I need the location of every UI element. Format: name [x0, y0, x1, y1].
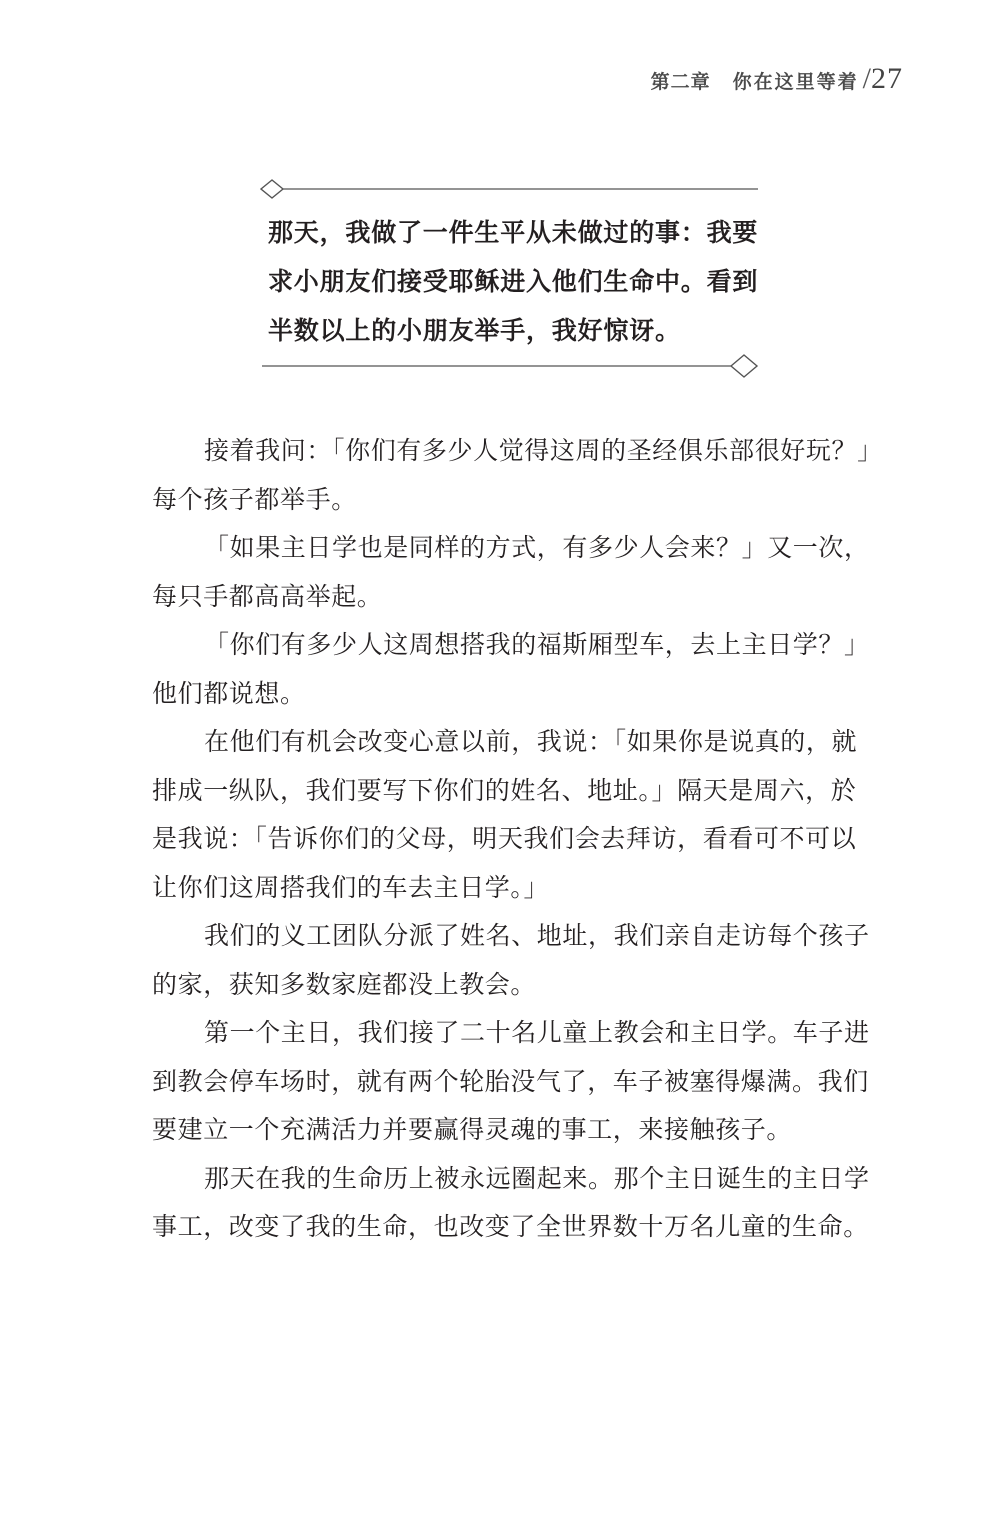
running-header — [651, 62, 903, 96]
paragraph — [152, 1155, 892, 1252]
top-rule — [261, 180, 758, 198]
text-line: 要建立一个充满活力并要赢得灵魂的事工，来接触孩子。 — [152, 1115, 793, 1144]
text-line: 事工，改变了我的生命，也改变了全世界数十万名儿童的生命。 — [152, 1212, 869, 1241]
text-line: 那天在我的生命历上被永远圈起来。那个主日诞生的主日学 — [204, 1163, 870, 1193]
diamond-ornament-icon — [261, 180, 283, 198]
text-line: 让你们这周搭我们的车去主日学。」 — [152, 872, 550, 902]
paragraph — [152, 427, 892, 524]
bottom-rule — [262, 355, 757, 377]
paragraph — [152, 524, 892, 621]
text-line: 「你们有多少人这周想搭我的福斯厢型车，去上主日学？」 — [204, 630, 870, 659]
text-line: 每只手都高高举起。 — [152, 581, 383, 611]
text-line: 接着我问：「你们有多少人觉得这周的圣经俱乐部很好玩？」 — [204, 436, 883, 465]
chapter-label: 第二章 — [650, 71, 711, 93]
pull-quote-line: 那天，我做了一件生平从未做过的事：我要 — [268, 218, 759, 247]
text-line: 排成一纵队，我们要写下你们的姓名、地址。」隔天是周六，於 — [152, 775, 857, 805]
pull-quote-line: 半数以上的小朋友举手，我好惊讶。 — [268, 316, 681, 345]
paragraph — [152, 912, 892, 1009]
pull-quote — [260, 178, 760, 382]
text-line: 「如果主日学也是同样的方式，有多少人会来？」又一次， — [204, 533, 870, 562]
page-number: 27 — [871, 62, 903, 95]
text-line: 是我说：「告诉你们的父母，明天我们会去拜访，看看可不可以 — [152, 824, 857, 853]
body-text — [152, 427, 892, 1252]
paragraph — [152, 621, 892, 718]
paragraph — [152, 718, 892, 912]
text-line: 我们的义工团队分派了姓名、地址，我们亲自走访每个孩子 — [204, 921, 870, 950]
text-line: 的家，获知多数家庭都没上教会。 — [152, 969, 537, 999]
chapter-title: 你在这里等着 — [732, 71, 859, 93]
diamond-ornament-icon — [731, 355, 757, 377]
pull-quote-line: 求小朋友们接受耶稣进入他们生命中。看到 — [268, 267, 759, 296]
pull-quote-text — [268, 208, 768, 355]
text-line: 他们都说想。 — [152, 678, 306, 708]
text-line: 在他们有机会改变心意以前，我说：「如果你是说真的，就 — [204, 727, 858, 756]
header-separator: / — [862, 62, 871, 95]
text-line: 到教会停车场时，就有两个轮胎没气了，车子被塞得爆满。我们 — [152, 1066, 869, 1096]
text-line: 第一个主日，我们接了二十名儿童上教会和主日学。车子进 — [204, 1018, 870, 1047]
paragraph — [152, 1009, 892, 1155]
text-line: 每个孩子都举手。 — [152, 484, 357, 514]
